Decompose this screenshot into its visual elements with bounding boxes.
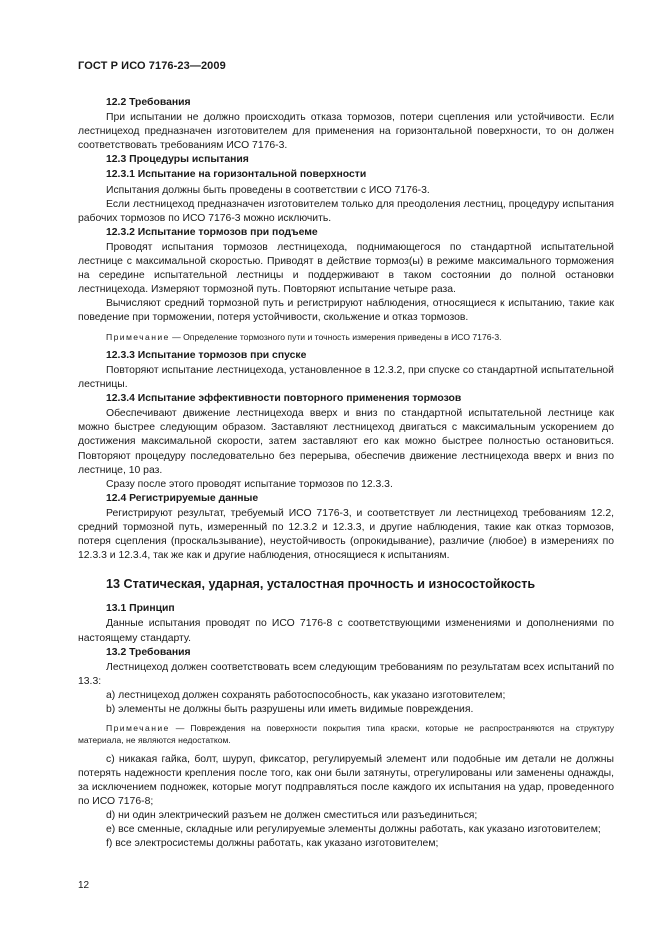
heading-13-1: 13.1 Принцип [106, 603, 175, 615]
heading-12-3-3: 12.3.3 Испытание тормозов при спуске [106, 349, 307, 361]
heading-13: 13 Статическая, ударная, усталостная прочность и износостойкость [106, 577, 536, 592]
list-item-a: a) лестницеход должен сохранять работоспособность, как указано изготовителем; [106, 689, 506, 701]
note-13-2 [78, 722, 614, 747]
list-item-d: d) ни один электрический разъем не должен сместиться или разъединиться; [106, 810, 478, 822]
heading-12-2: 12.2 Требования [106, 97, 191, 108]
note-text: — Определение тормозного пути и точность измерения приведены в ИСО 7176-3. [169, 331, 502, 342]
heading-12-3: 12.3 Процедуры испытания [106, 154, 249, 166]
note-label: Примечание [106, 331, 170, 342]
note-text: — Повреждения на поверхности покрытия типа краски, которые не распространяются на структуру материала, не являются недостатком. [78, 723, 614, 746]
para-12-3-3: Повторяют испытание лестницехода, установленное в 12.3.2, при спуске со стандартной испытательной лестницы. [78, 365, 614, 391]
document-header: ГОСТ Р ИСО 7176-23—2009 [78, 60, 226, 72]
heading-12-3-2: 12.3.2 Испытание тормозов при подъеме [106, 226, 318, 238]
para-12-3-4-a: Обеспечивают движение лестницехода вверх и вниз по стандартной испытательной лестнице как можно быстрее следующим образом. Заставляют лестницеход двигаться с максимальным ускорением до достижения максимальной скорости, затем заставляют его как можно быстрее полностью остановиться. Повторяют процедуру последовательно без перерыва, обеспечив движение лестницехода вверх и вниз по лестнице, 10 раз. [78, 408, 614, 476]
note-12-3-2 [78, 331, 614, 343]
heading-12-3-1: 12.3.1 Испытание на горизонтальной поверхности [106, 169, 367, 181]
para-12-3-2-b: Вычисляют средний тормозной путь и регистрируют наблюдения, относящиеся к испытанию, такие как поведение при торможении, потеря устойчивости, скольжение и отказ тормозов. [78, 298, 614, 324]
list-item-e: e) все сменные, складные или регулируемые элементы должны работать, как указано изготовителем; [106, 824, 601, 836]
page-number: 12 [78, 880, 90, 891]
para-12-2: При испытании не должно происходить отказа тормозов, потери сцепления или устойчивости. Если лестницеход предназначен изготовителем для применения на горизонтальной поверхности, то он должен соответствовать требованиям ИСО 7176-3. [78, 112, 614, 152]
heading-13-2: 13.2 Требования [106, 646, 191, 658]
para-12-4: Регистрируют результат, требуемый ИСО 7176-3, и соответствует ли лестницеход требованиям 12.2, средний тормозной путь, измеренный по 12.3.2 и 12.3.3, и другие наблюдения, такие как отказ тормозов, потеря сцепления (проскальзывание), неустойчивость (опрокидывание), различие (любое) в измерениях по 12.3.3 и 12.3.4, так же как и другие наблюдения, относящиеся к испытаниям. [78, 507, 614, 562]
para-13-2: Лестницеход должен соответствовать всем следующим требованиям по результатам всех испытаний по 13.3: [78, 661, 614, 687]
note-label: Примечание [106, 723, 170, 734]
document-page [78, 60, 614, 852]
heading-12-4: 12.4 Регистрируемые данные [106, 492, 259, 504]
para-12-3-1-b: Если лестницеход предназначен изготовителем только для преодоления лестниц, процедуру испытания рабочих тормозов по ИСО 7176-3 можно исключить. [78, 198, 614, 224]
list-item-c: c) никакая гайка, болт, шуруп, фиксатор, регулируемый элемент или подобные им детали не должны потерять надежности крепления после того, как они были затянуты, отрегулированы или заменены однажды, за исключением подножек, которые могут подправляться после каждого их испытания на удар, проведенного по ИСО 7176-8; [78, 753, 614, 808]
para-13-1: Данные испытания проводят по ИСО 7176-8 с соответствующими изменениями и дополнениями по настоящему стандарту. [78, 618, 614, 644]
list-item-f: f) все электросистемы должны работать, как указано изготовителем; [106, 838, 439, 850]
para-12-3-2-a: Проводят испытания тормозов лестницехода, поднимающегося по стандартной испытательной лестнице с максимальной скоростью. Приводят в действие тормоз(ы) в режиме максимального торможения на середине испытательной лестницы и поддерживают в таком состоянии до полной остановки лестницехода. Измеряют тормозной путь. Повторяют испытание четыре раза. [78, 241, 614, 296]
heading-12-3-4: 12.3.4 Испытание эффективности повторного применения тормозов [106, 393, 462, 405]
list-item-b: b) элементы не должны быть разрушены или иметь видимые повреждения. [106, 703, 474, 715]
para-12-3-4-b: Сразу после этого проводят испытание тормозов по 12.3.3. [106, 478, 393, 490]
para-12-3-1-a: Испытания должны быть проведены в соответствии с ИСО 7176-3. [106, 184, 430, 196]
